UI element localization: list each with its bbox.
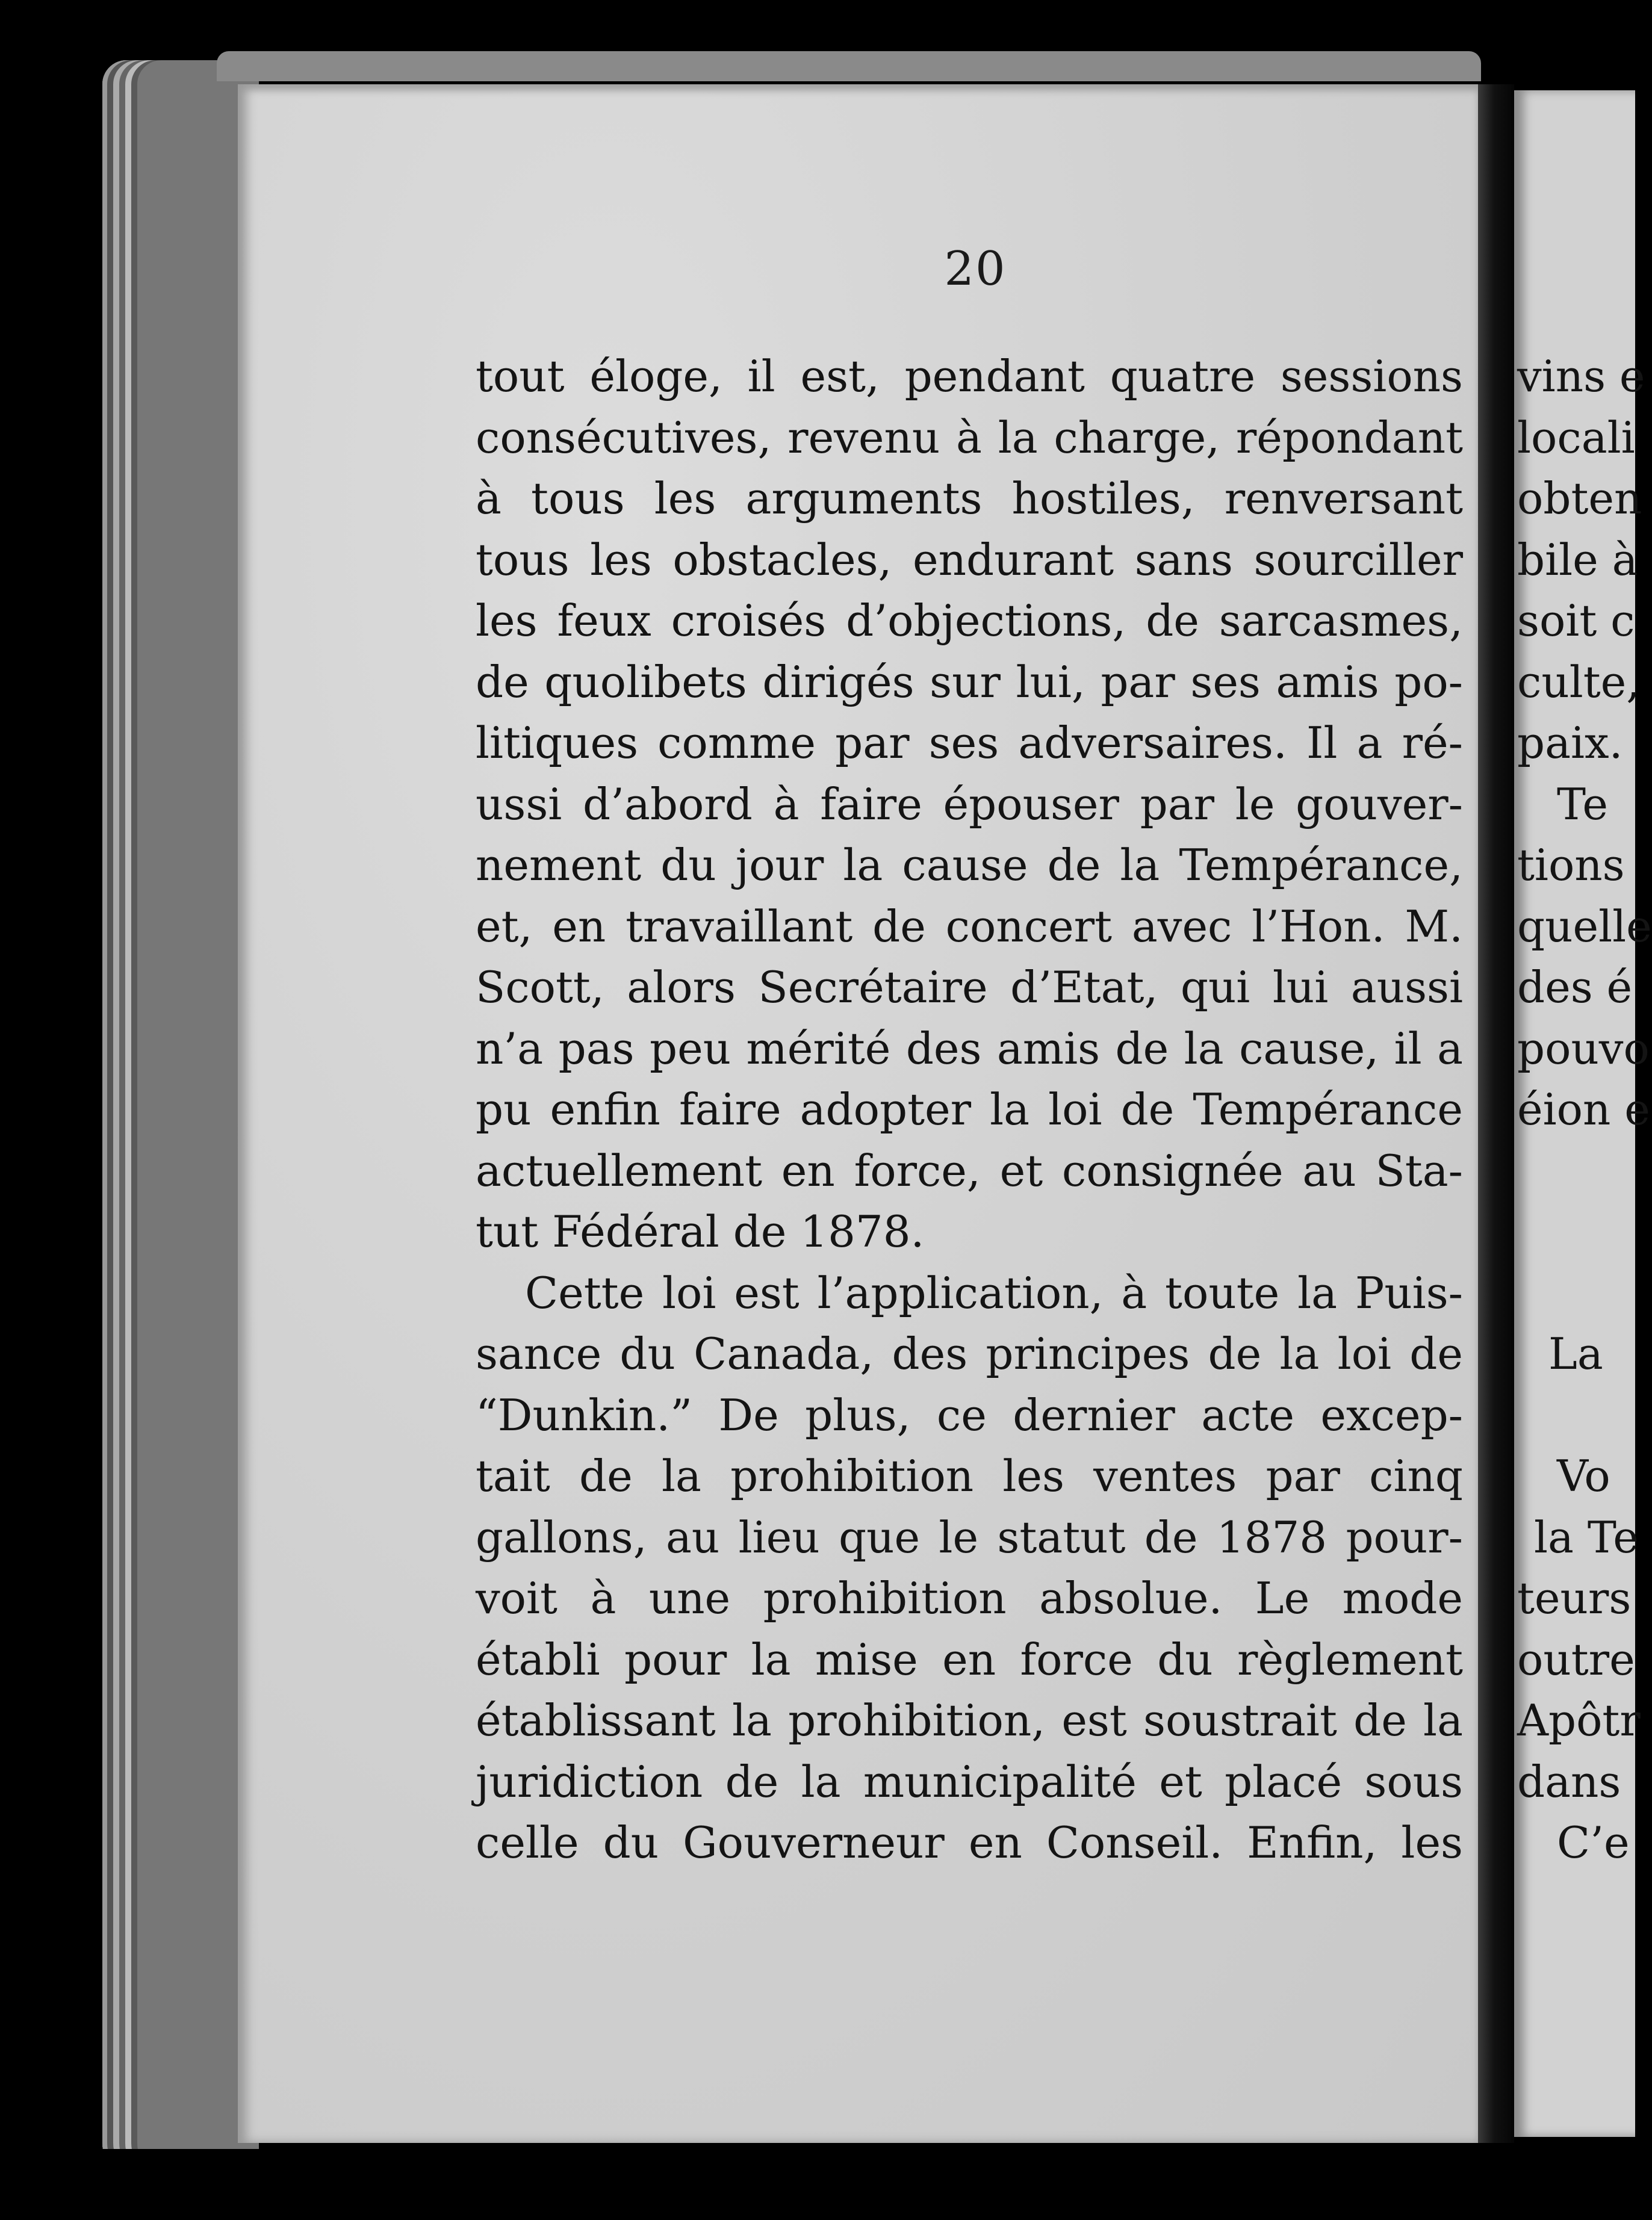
- adjacent-text-line: teurs: [1517, 1573, 1632, 1623]
- text-line: nement du jour la cause de la Tempérance,: [476, 840, 1463, 890]
- text-line: “Dunkin.” De plus, ce dernier acte excep-: [476, 1389, 1463, 1440]
- adjacent-text-line: Vo: [1557, 1451, 1610, 1501]
- adjacent-text-line: des é: [1517, 962, 1633, 1012]
- adjacent-text-line: vins e: [1517, 351, 1645, 402]
- adjacent-text-line: [1517, 1201, 1635, 1263]
- adjacent-text-line: culte,: [1517, 656, 1641, 707]
- scan-bottom-border: [0, 2149, 1635, 2220]
- adjacent-text-line: Te: [1557, 778, 1609, 829]
- text-line: à tous les arguments hostiles, renversant: [476, 473, 1463, 524]
- adjacent-text-line: paix.: [1517, 718, 1623, 768]
- page-number: 20: [944, 242, 1007, 296]
- text-line: pu enfin faire adopter la loi de Tempérance: [476, 1084, 1463, 1135]
- adjacent-text-line: C’e: [1557, 1817, 1630, 1868]
- text-line: établi pour la mise en force du règlement: [476, 1634, 1463, 1685]
- adjacent-text-line: dans: [1517, 1756, 1621, 1807]
- book-page-edges: [102, 60, 259, 2179]
- adjacent-text-line: quelle: [1517, 901, 1652, 952]
- text-line: voit à une prohibition absolue. Le mode: [476, 1573, 1463, 1623]
- text-line: litiques comme par ses adversaires. Il a ré-: [476, 718, 1463, 768]
- text-line: sance du Canada, des principes de la loi de: [476, 1329, 1463, 1379]
- text-line: tout éloge, il est, pendant quatre sessions: [476, 351, 1463, 402]
- adjacent-page-text: [1517, 346, 1652, 1874]
- adjacent-text-line: [1517, 1263, 1635, 1324]
- text-line: établissant la prohibition, est soustrait de la: [476, 1695, 1463, 1746]
- adjacent-text-line: [1517, 1141, 1635, 1202]
- book-top-edge: [217, 51, 1481, 81]
- text-line: juridiction de la municipalité et placé sous: [476, 1756, 1463, 1807]
- text-line: gallons, au lieu que le statut de 1878 pour-: [476, 1512, 1463, 1563]
- adjacent-text-line: la Te: [1534, 1512, 1639, 1563]
- paragraph-start-line: Cette loi est l’application, à toute la Puis-: [525, 1267, 1463, 1318]
- text-line: n’a pas peu mérité des amis de la cause, il a: [476, 1023, 1463, 1074]
- text-line: de quolibets dirigés sur lui, par ses amis po-: [476, 656, 1463, 707]
- adjacent-text-line: outre: [1517, 1634, 1635, 1685]
- text-line: Scott, alors Secrétaire d’Etat, qui lui aussi: [476, 962, 1463, 1012]
- adjacent-text-line: tions: [1517, 840, 1625, 890]
- text-line: tait de la prohibition les ventes par cinq: [476, 1451, 1463, 1501]
- text-line: tut Fédéral de 1878.: [476, 1206, 925, 1257]
- adjacent-text-line: pouvo: [1517, 1023, 1650, 1074]
- adjacent-text-line: bile à: [1517, 534, 1638, 585]
- text-line: et, en travaillant de concert avec l’Hon. M.: [476, 901, 1463, 952]
- text-line: tous les obstacles, endurant sans sourciller: [476, 534, 1463, 585]
- adjacent-text-line: Apôtr: [1517, 1695, 1641, 1746]
- text-line: les feux croisés d’objections, de sarcasmes,: [476, 595, 1463, 646]
- page-body-text: [476, 346, 1463, 1874]
- text-line: consécutives, revenu à la charge, répondant: [476, 412, 1463, 463]
- text-line: actuellement en force, et consignée au Sta-: [476, 1145, 1463, 1196]
- adjacent-heading-line: La: [1548, 1329, 1603, 1379]
- adjacent-text-line: locali: [1517, 412, 1635, 463]
- adjacent-text-line: obten: [1517, 473, 1642, 524]
- adjacent-text-line: éion e: [1517, 1084, 1650, 1135]
- text-line: celle du Gouverneur en Conseil. Enfin, les: [476, 1817, 1463, 1868]
- adjacent-text-line: [1517, 1385, 1635, 1446]
- adjacent-text-line: soit c: [1517, 595, 1635, 646]
- text-line: ussi d’abord à faire épouser par le gouver-: [476, 778, 1463, 829]
- page-gutter: [1478, 84, 1514, 2143]
